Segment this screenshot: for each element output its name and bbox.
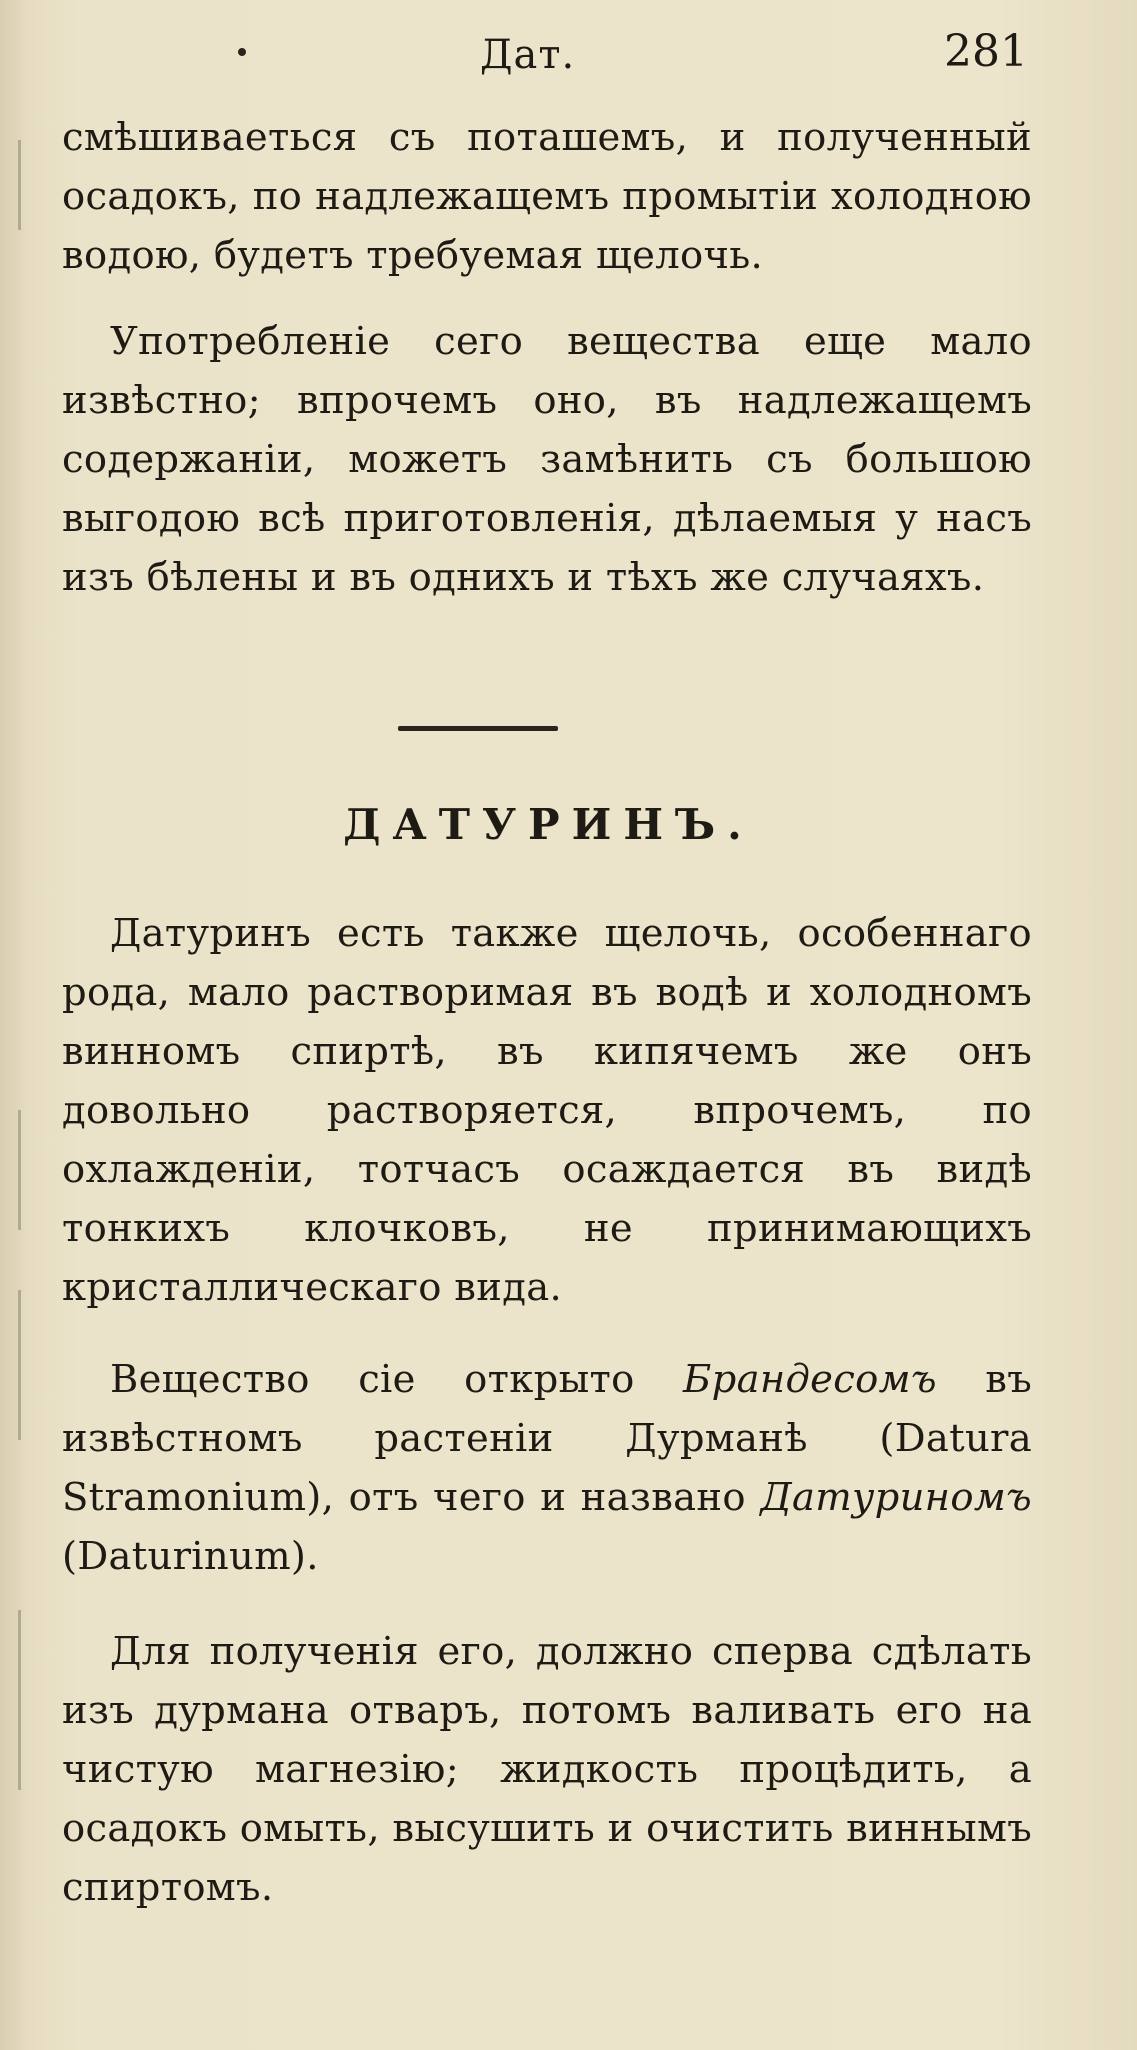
paragraph-preparation (62, 1622, 1032, 1917)
section-heading: ДАТУРИНЪ. (343, 800, 754, 849)
paragraph-discovery (62, 1350, 1032, 1586)
text-span: Вещество сіе открыто (110, 1357, 684, 1402)
page-edge-mark (18, 1290, 21, 1440)
ornament-dot (238, 48, 246, 56)
paragraph-text: смѣшиваеться съ поташемъ, и полученный осадокъ, по надлежащемъ промытіи холодною водою, будетъ требуемая щелочь. (62, 115, 1032, 278)
paragraph-text: Употребленіе сего вещества еще мало извѣстно; впрочемъ оно, въ надлежащемъ содержаніи, можетъ замѣнить съ большою выгодою всѣ приготовленія, дѣлаемыя у насъ изъ бѣлены и въ однихъ и тѣхъ же случаяхъ. (62, 319, 1032, 600)
paragraph-text: Датуринъ есть также щелочь, особеннаго рода, мало растворимая въ водѣ и холодномъ винномъ спиртѣ, въ кипячемъ же онъ довольно растворяется, впрочемъ, по охлажденіи, тотчасъ осаждается въ видѣ тонкихъ клочковъ, не принимающихъ кристаллическаго вида. (62, 911, 1032, 1310)
page-edge-mark (18, 1110, 21, 1230)
running-title: Дат. (480, 32, 576, 78)
italic-name: Датуриномъ (760, 1475, 1032, 1520)
paragraph-usage (62, 312, 1032, 607)
paragraph-text (62, 1350, 1032, 1586)
section-divider (398, 726, 558, 731)
running-head (0, 26, 1137, 86)
page-edge-mark (18, 1610, 21, 1790)
italic-name: Брандесомъ (683, 1357, 937, 1402)
paragraph-text: Для полученія его, должно сперва сдѣлать изъ дурмана отваръ, потомъ валивать его на чистую магнезію; жидкость процѣдить, а осадокъ омыть, высушить и очистить виннымъ спиртомъ. (62, 1629, 1032, 1910)
paragraph-description (62, 904, 1032, 1317)
text-span: въ извѣстномъ растеніи Дурманѣ (Datura Stramonium), отъ чего и названо (62, 1357, 1032, 1520)
page-edge-mark (18, 140, 21, 230)
page-number: 281 (944, 26, 1028, 77)
text-span: (Daturinum). (62, 1534, 319, 1579)
paragraph-continuation (62, 108, 1032, 285)
